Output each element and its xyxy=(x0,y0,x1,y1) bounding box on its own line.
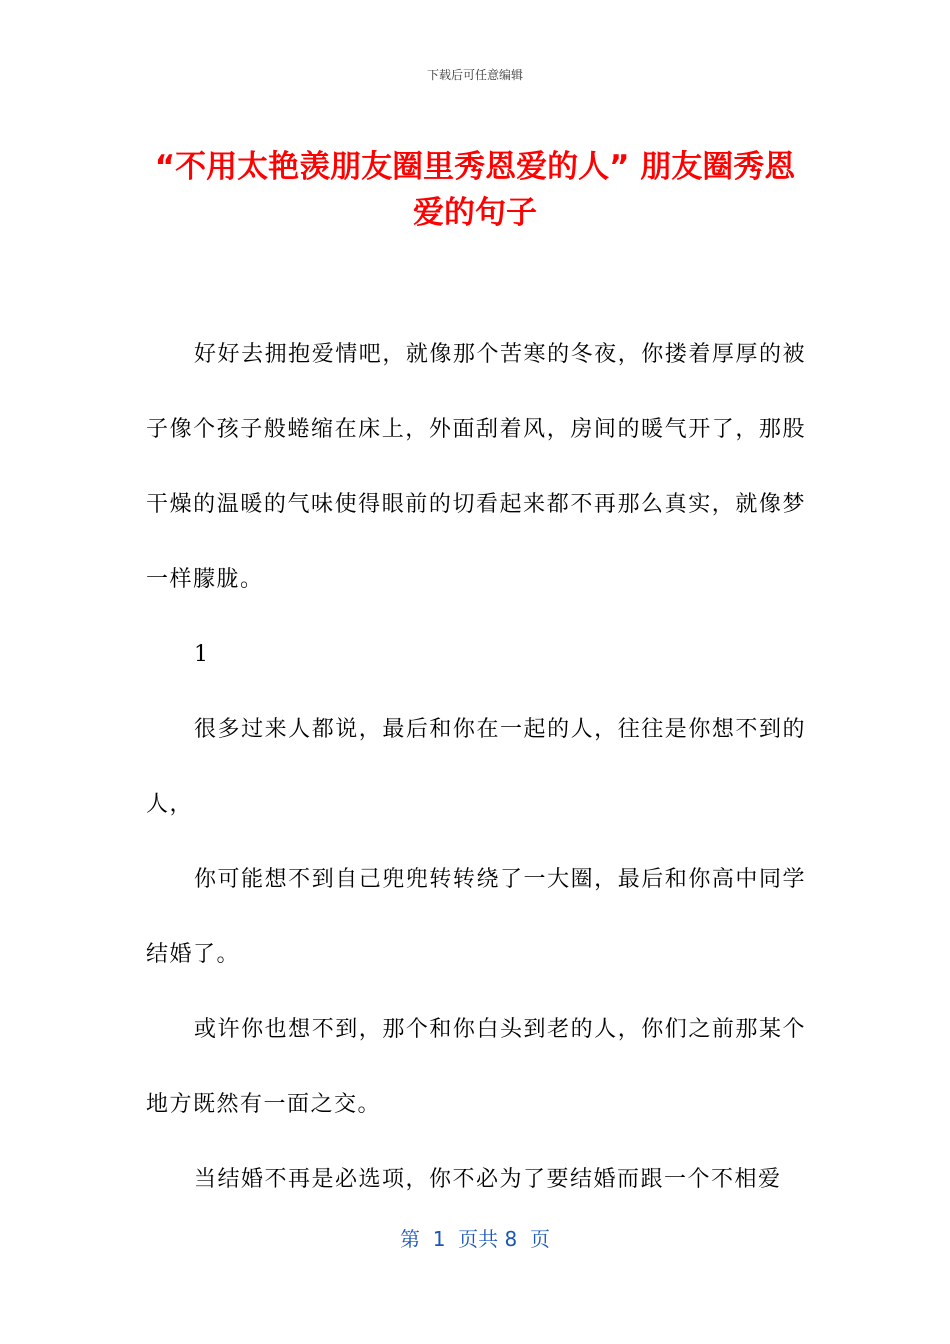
page-footer: 第 1 页共 8 页 xyxy=(400,1227,550,1251)
section-number: 1 xyxy=(194,642,210,667)
document-body xyxy=(146,317,806,1217)
page-header: 下载后可任意编辑 xyxy=(426,68,523,82)
paragraph-1: 好好去拥抱爱情吧，就像那个苦寒的冬夜，你搂着厚厚的被子像个孩子般蜷缩在床上，外面刮着风，房间的暖气开了，那股干燥的温暖的气味使得眼前的切看起来都不再那么真实，就像梦一样朦胧。 xyxy=(146,342,806,592)
paragraph-3: 你可能想不到自己兜兜转转绕了一大圈，最后和你高中同学结婚了。 xyxy=(146,867,806,967)
document-title: “不用太艳羡朋友圈里秀恩爱的人” 朋友圈秀恩爱的句子 xyxy=(154,149,796,231)
paragraph-2: 很多过来人都说，最后和你在一起的人，往往是你想不到的人， xyxy=(146,717,806,817)
paragraph-4: 或许你也想不到，那个和你白头到老的人，你们之前那某个地方既然有一面之交。 xyxy=(146,1017,806,1117)
paragraph-5: 当结婚不再是必选项，你不必为了要结婚而跟一个不相爱 xyxy=(194,1167,782,1192)
